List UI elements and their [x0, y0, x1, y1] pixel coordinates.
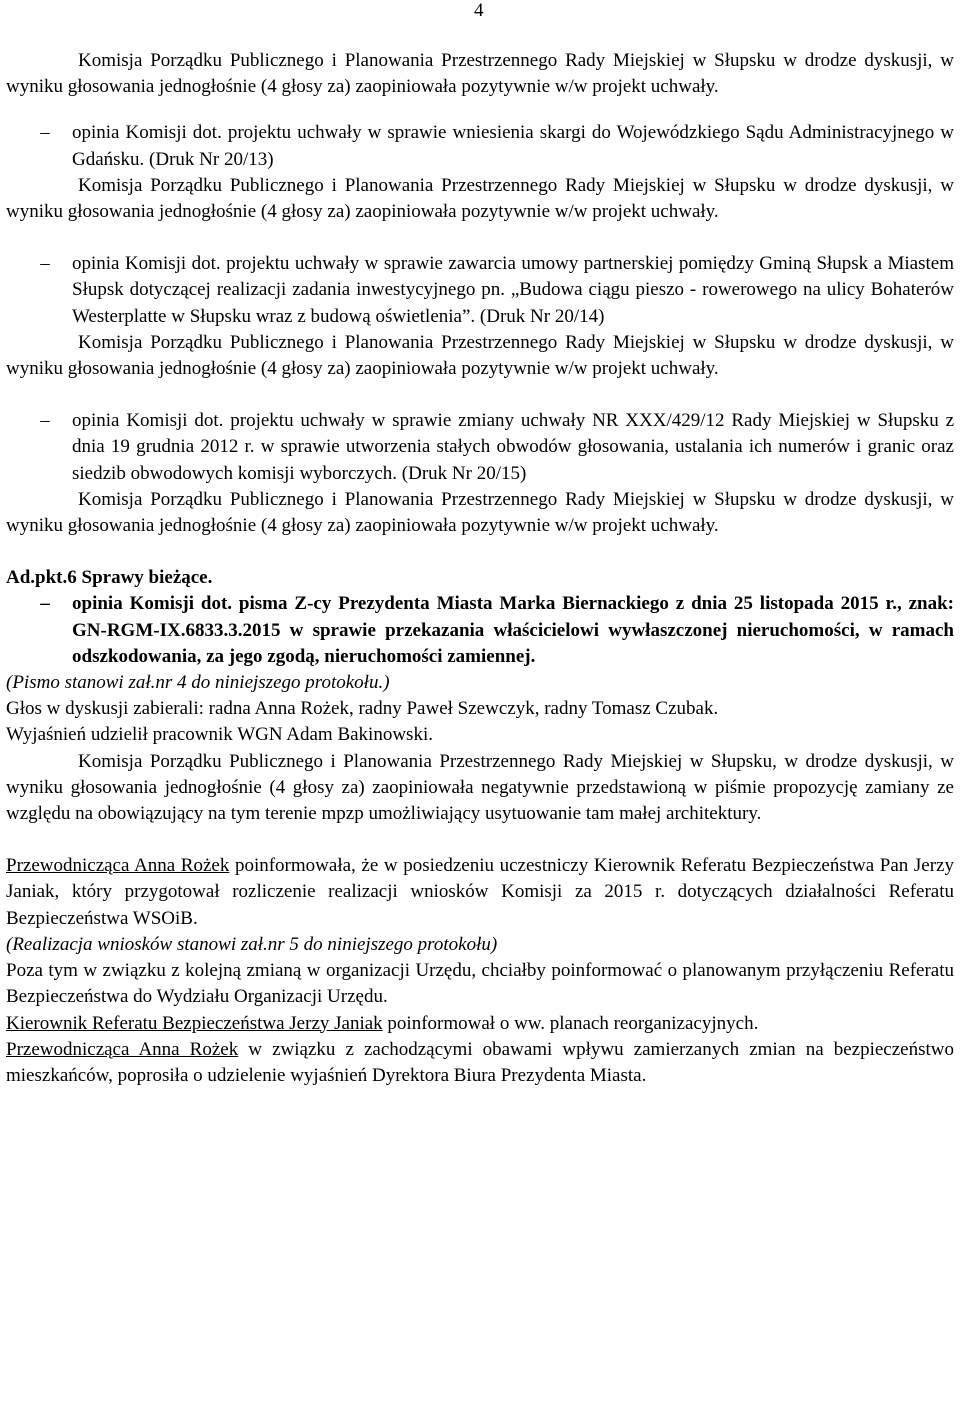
- list-item: [6, 120, 954, 172]
- paragraph-head-info: Kierownik Referatu Bezpieczeństwa Jerzy Janiak poinformował o ww. planach reorganizacyjnych.: [6, 1012, 759, 1034]
- list-item: [6, 408, 954, 487]
- attachment-note-2: (Realizacja wniosków stanowi zał.nr 5 do niniejszego protokołu): [6, 933, 498, 955]
- list-item: [6, 251, 954, 330]
- dash-bullet: –: [40, 410, 50, 432]
- speaker-name: Przewodnicząca Anna Rożek: [6, 1038, 239, 1060]
- dash-bullet: –: [40, 593, 50, 615]
- speaker-name: Kierownik Referatu Bezpieczeństwa Jerzy Janiak: [6, 1012, 383, 1034]
- document-body: [6, 48, 954, 1089]
- paragraph-opinion-5: Komisja Porządku Publicznego i Planowania Przestrzennego Rady Miejskiej w Słupsku, w drodze dyskusji, w wyniku głosowania jednogłośnie (4 głosy za) zaopiniowała negatywnie przedstawioną w piśmie propozycję zamiany ze względu na obowiązujący na tym terenie mpzp umożliwiający usytuowanie tam małej architektury.: [6, 750, 954, 825]
- dash-bullet: –: [40, 122, 50, 144]
- list-item: [6, 591, 954, 670]
- speaker-name: Przewodnicząca Anna Rożek: [6, 855, 230, 877]
- paragraph-reorganization: Poza tym w związku z kolejną zmianą w organizacji Urzędu, chciałby poinformować o planowanym przyłączeniu Referatu Bezpieczeństwa do Wydziału Organizacji Urzędu.: [6, 960, 954, 1008]
- attachment-note-1: (Pismo stanowi zał.nr 4 do niniejszego protokołu.): [6, 672, 390, 694]
- list-item-text: opinia Komisji dot. projektu uchwały w sprawie zawarcia umowy partnerskiej pomiędzy Gminą Słupsk a Miastem Słupsk dotyczącej realizacji zadania inwestycyjnego pn. „Budowa ciągu pieszo - rowerowego na ulicy Bohaterów Westerplatte w Słupsku wraz z budową oświetlenia”. (Druk Nr 20/14): [72, 253, 954, 327]
- paragraph-explanation: Wyjaśnień udzielił pracownik WGN Adam Bakinowski.: [6, 724, 433, 746]
- paragraph-chair-info: Przewodnicząca Anna Rożek poinformowała, że w posiedzeniu uczestniczy Kierownik Referatu Bezpieczeństwa Pan Jerzy Janiak, który przygotował rozliczenie realizacji wniosków Komisji za 2015 r. dotyczących działalności Referatu Bezpieczeństwa WSOiB.: [6, 855, 954, 929]
- paragraph-chair-request: Przewodnicząca Anna Rożek w związku z zachodzącymi obawami wpływu zamierzanych zmian na bezpieczeństwo mieszkańców, poprosiła o udzielenie wyjaśnień Dyrektora Biura Prezydenta Miasta.: [6, 1038, 954, 1086]
- paragraph-opinion-1: Komisja Porządku Publicznego i Planowania Przestrzennego Rady Miejskiej w Słupsku w drodze dyskusji, w wyniku głosowania jednogłośnie (4 głosy za) zaopiniowała pozytywnie w/w projekt uchwały.: [6, 50, 954, 98]
- paragraph-opinion-2: Komisja Porządku Publicznego i Planowania Przestrzennego Rady Miejskiej w Słupsku w drodze dyskusji, w wyniku głosowania jednogłośnie (4 głosy za) zaopiniowała pozytywnie w/w projekt uchwały.: [6, 174, 954, 223]
- dash-bullet: –: [40, 253, 50, 275]
- list-item-text: opinia Komisji dot. projektu uchwały w sprawie wniesienia skargi do Wojewódzkiego Sądu Administracyjnego w Gdańsku. (Druk Nr 20/13): [72, 122, 954, 170]
- paragraph-speakers: Głos w dyskusji zabierali: radna Anna Rożek, radny Paweł Szewczyk, radny Tomasz Czubak.: [6, 698, 719, 720]
- page-number: 4: [474, 0, 484, 21]
- list-item-text: opinia Komisji dot. projektu uchwały w sprawie zmiany uchwały NR XXX/429/12 Rady Miejskiej w Słupsku z dnia 19 grudnia 2012 r. w sprawie utworzenia stałych obwodów głosowania, ustalania ich numerów i granic oraz siedzib obwodowych komisji wyborczych. (Druk Nr 20/15): [72, 410, 954, 484]
- paragraph-opinion-3: Komisja Porządku Publicznego i Planowania Przestrzennego Rady Miejskiej w Słupsku w drodze dyskusji, w wyniku głosowania jednogłośnie (4 głosy za) zaopiniowała pozytywnie w/w projekt uchwały.: [6, 331, 954, 380]
- section-heading: Ad.pkt.6 Sprawy bieżące.: [6, 567, 213, 589]
- paragraph-opinion-4: Komisja Porządku Publicznego i Planowania Przestrzennego Rady Miejskiej w Słupsku w drodze dyskusji, w wyniku głosowania jednogłośnie (4 głosy za) zaopiniowała pozytywnie w/w projekt uchwały.: [6, 488, 954, 537]
- list-item-text: opinia Komisji dot. pisma Z-cy Prezydenta Miasta Marka Biernackiego z dnia 25 listopada 2015 r., znak: GN-RGM-IX.6833.3.2015 w sprawie przekazania właścicielowi wywłaszczonej nieruchomości, w ramach odszkodowania, za jego zgodą, nieruchomości zamiennej.: [72, 593, 954, 667]
